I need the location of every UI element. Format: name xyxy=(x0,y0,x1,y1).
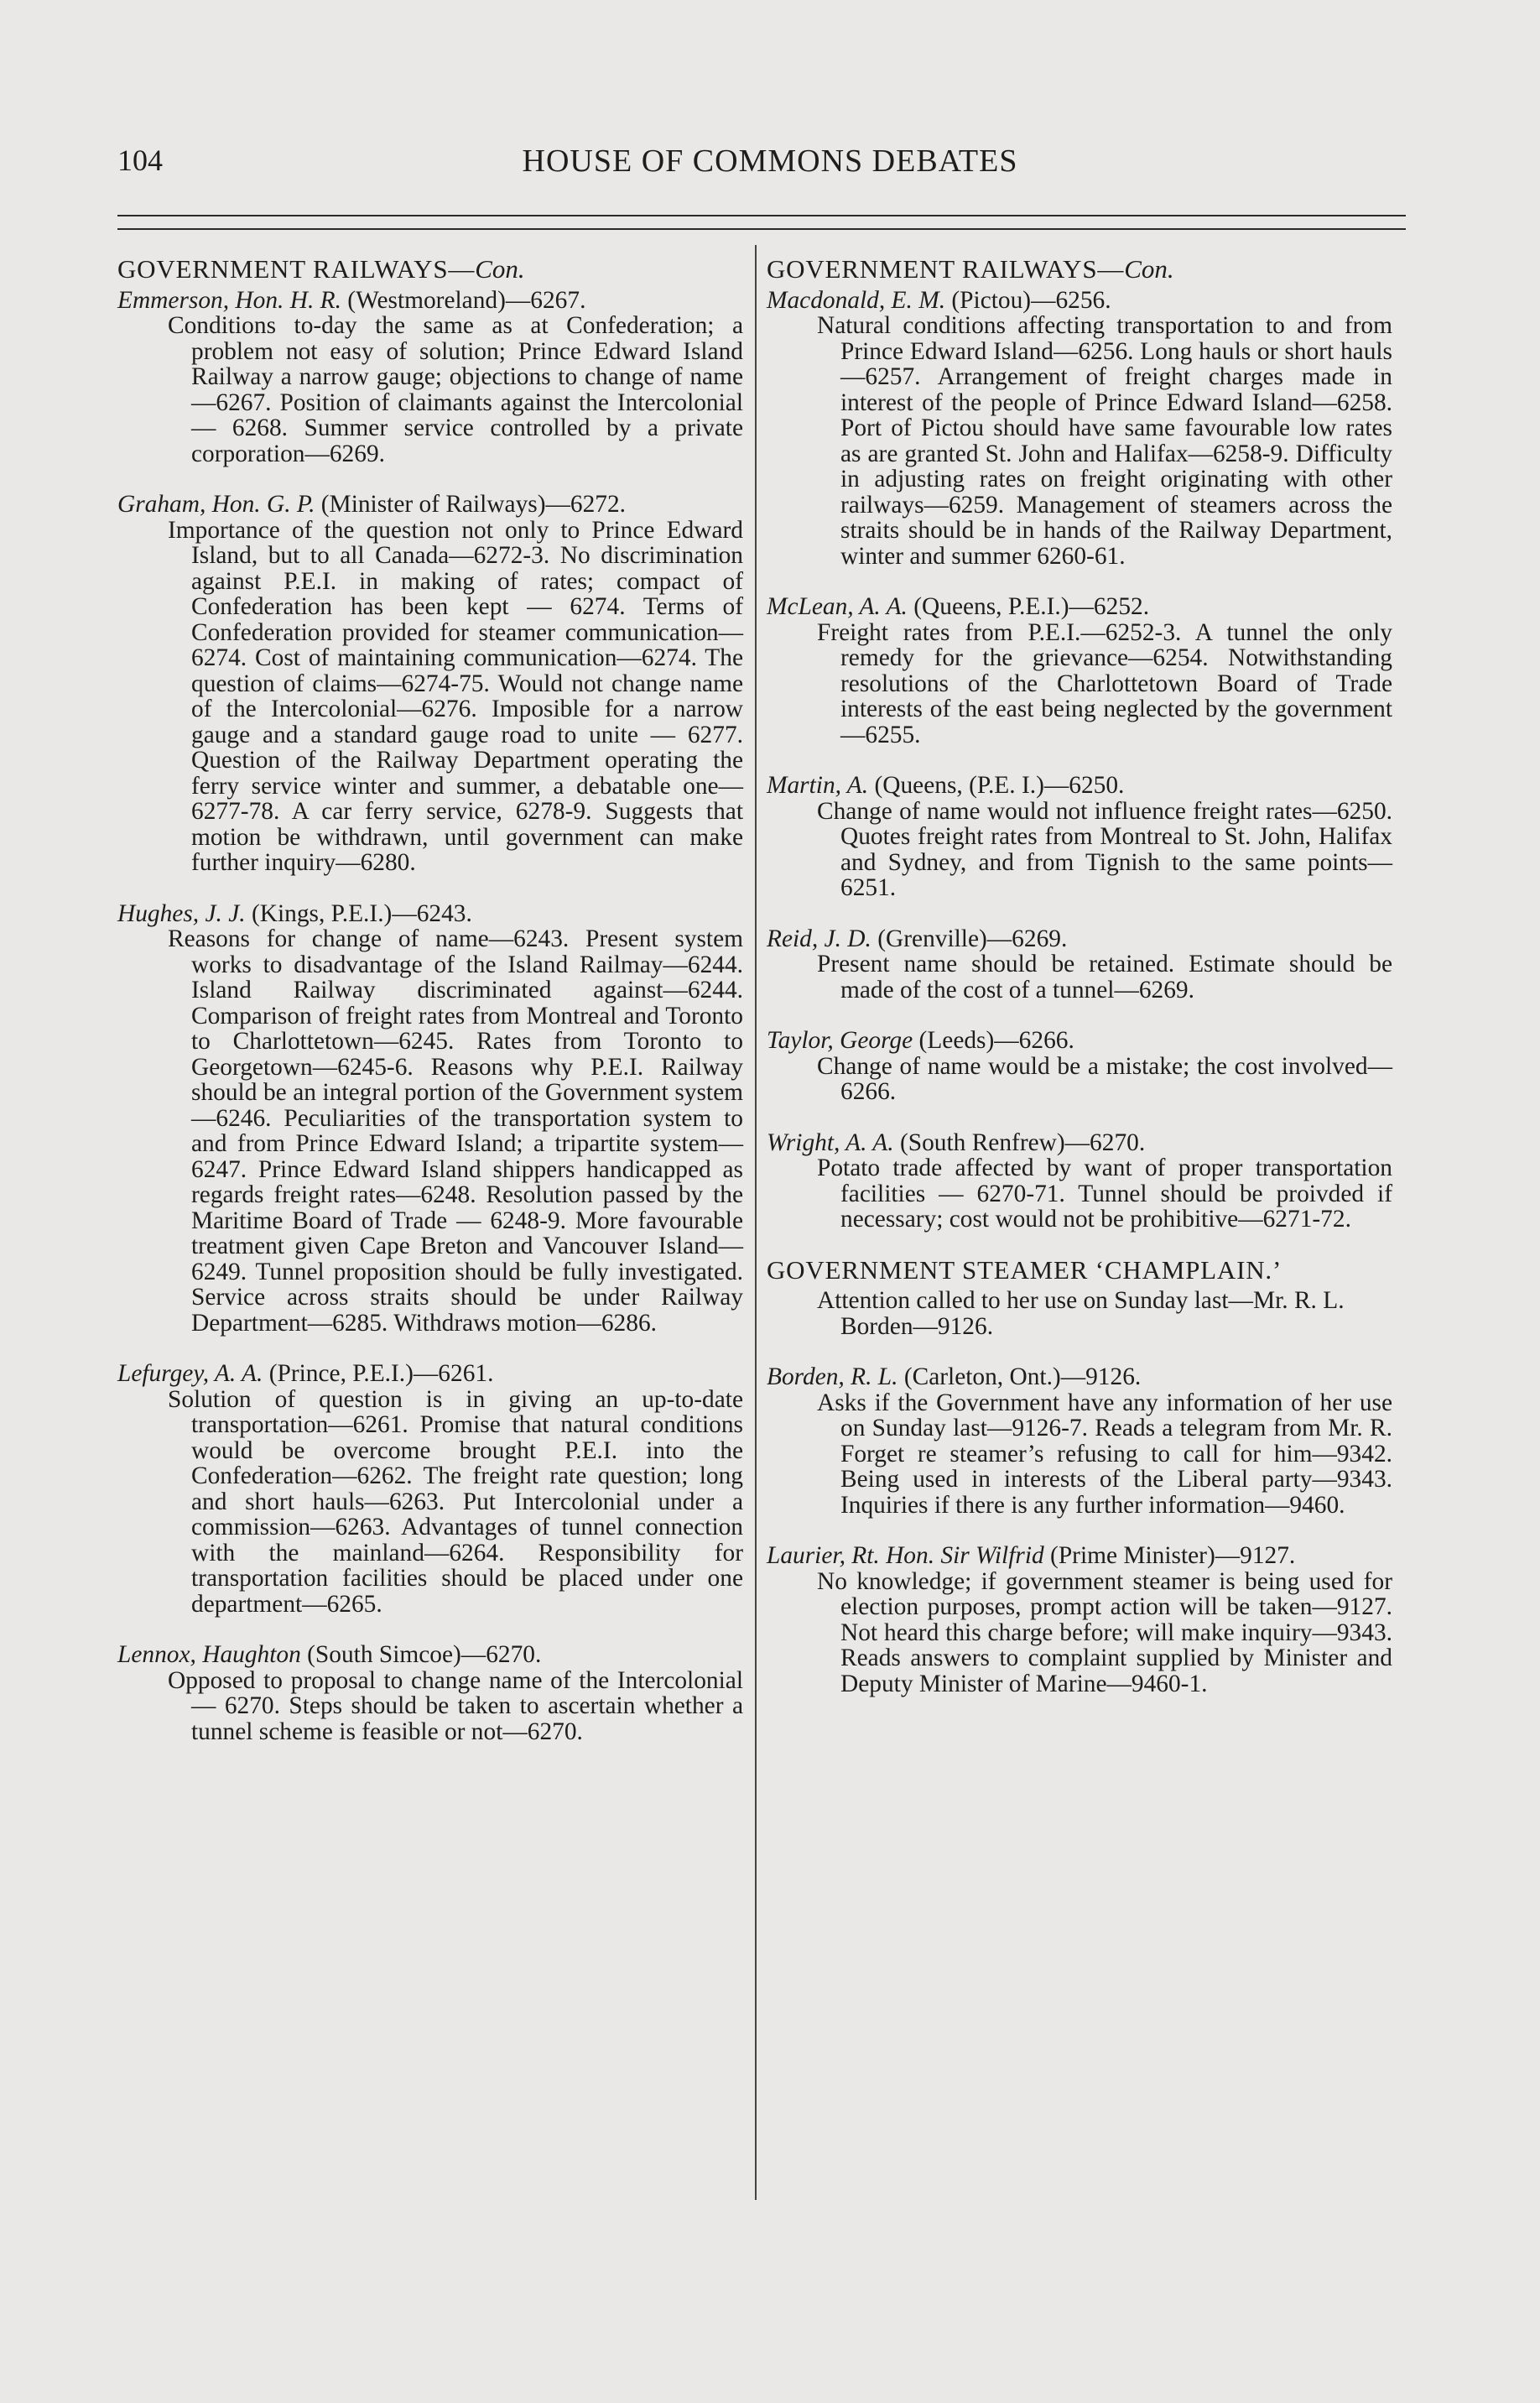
column-divider xyxy=(755,245,757,2200)
index-entry xyxy=(117,1642,743,1744)
index-entry xyxy=(767,594,1392,748)
entry-summary: Natural conditions affecting transportation to and from Prince Edward Island—6256. Long hauls or short hauls—6257. Arrangement of freight charges made in interest of the people of Prince Edward Island—6258. Port of Pictou should have same favourable low rates as are granted St. John and Halifax—6258-9. Difficulty in adjusting rates on freight originating with other railways—6259. Management of steamers across the straits should be in hands of the Railway Department, winter and summer 6260-61. xyxy=(817,312,1392,570)
header-rule-top xyxy=(117,215,1406,216)
speaker-detail: (Minister of Railways)—6272. xyxy=(315,491,627,518)
speaker-line xyxy=(767,1543,1392,1569)
index-entry xyxy=(767,1543,1392,1697)
running-title: HOUSE OF COMMONS DEBATES xyxy=(522,143,1018,179)
header-rule-bottom xyxy=(117,228,1406,230)
steamer-section-heading: GOVERNMENT STEAMER ‘CHAMPLAIN.’ xyxy=(767,1254,1282,1285)
heading-main: GOVERNMENT RAILWAYS— xyxy=(117,254,476,284)
speaker-name: Macdonald, E. M. xyxy=(767,286,946,314)
speaker-name: Borden, R. L. xyxy=(767,1363,898,1390)
speaker-detail: (Queens, P.E.I.)—6252. xyxy=(907,593,1150,620)
entry-summary: Solution of question is in giving an up-to-date transportation—6261. Promise that natural conditions would be overcome brought P.E.I. into the Confederation—6262. The freight rate question; long and short hauls—6263. Put Intercolonial under a commission—6263. Advantages of tunnel connection with the mainland—6264. Responsibility for transportation facilities should be placed under one department—6265. xyxy=(168,1385,743,1618)
index-entry xyxy=(117,901,743,1337)
index-entry xyxy=(767,1364,1392,1518)
speaker-name: Lennox, Haughton xyxy=(117,1641,301,1668)
speaker-detail: (Westmoreland)—6267. xyxy=(341,286,586,314)
speaker-line xyxy=(117,1642,743,1668)
entry-summary: Present name should be retained. Estimate should be made of the cost of a tunnel—6269. xyxy=(817,951,1392,1003)
speaker-name: Emmerson, Hon. H. R. xyxy=(117,286,341,314)
entry-summary: Opposed to proposal to change name of the Intercolonial — 6270. Steps should be taken to ascertain whether a tunnel scheme is feasible or not—6270. xyxy=(168,1666,743,1745)
steamer-intro: Attention called to her use on Sunday last—Mr. R. L. Borden—9126. xyxy=(817,1287,1345,1340)
entry-summary: Importance of the question not only to Prince Edward Island, but to all Canada—6272-3. No discrimination against P.E.I. in making of rates; compact of Confederation has been kept — 6274. Terms of Confederation provided for steamer communication—6274. Cost of maintaining communication—6274. The question of claims—6274-75. Would not change name of the Intercolonial—6276. Imposible for a narrow gauge and a standard gauge road to unite — 6277. Question of the Railway Department operating the ferry service winter and summer, a debatable one—6277-78. A car ferry service, 6278-9. Suggests that motion be withdrawn, until government can make further inquiry—6280. xyxy=(168,516,743,876)
page-number: 104 xyxy=(117,143,163,177)
index-entry xyxy=(767,1028,1392,1105)
left-column xyxy=(117,254,743,1770)
index-entry xyxy=(767,773,1392,901)
index-entry xyxy=(767,926,1392,1003)
heading-continued: Con. xyxy=(1124,254,1174,284)
speaker-line xyxy=(767,773,1392,799)
speaker-name: Laurier, Rt. Hon. Sir Wilfrid xyxy=(767,1542,1044,1569)
speaker-detail: (Carleton, Ont.)—9126. xyxy=(897,1363,1142,1390)
speaker-name: Hughes, J. J. xyxy=(117,899,246,927)
speaker-name: Graham, Hon. G. P. xyxy=(117,491,315,518)
entry-summary: Reasons for change of name—6243. Present system works to disadvantage of the Island Railmay—6244. Island Railway discriminated against—6244. Comparison of freight rates from Montreal and Toronto to Charlottetown—6245. Rates from Toronto to Georgetown—6245-6. Reasons why P.E.I. Railway should be an integral portion of the Government system—6246. Peculiarities of the transportation system to and from Prince Edward Island; a tripartite system—6247. Prince Edward Island shippers handicapped as regards freight rates—6248. Resolution passed by the Maritime Board of Trade — 6248-9. More favourable treatment given Cape Breton and Vancouver Island—6249. Tunnel proposition should be fully investigated. Service across straits should be under Railway Department—6285. Withdraws motion—6286. xyxy=(168,925,743,1337)
entry-summary: Asks if the Government have any information of her use on Sunday last—9126-7. Reads a telegram from Mr. R. Forget re steamer’s refusing to call for him—9342. Being used in interests of the Liberal party—9343. Inquiries if there is any further information—9460. xyxy=(817,1389,1392,1519)
speaker-name: Taylor, George xyxy=(767,1027,913,1054)
entry-summary: Freight rates from P.E.I.—6252-3. A tunnel the only remedy for the grievance—6254. Notwithstanding resolutions of the Charlottetown Board of Trade interests of the east being neglected by the government—6255. xyxy=(817,618,1392,748)
speaker-line xyxy=(117,1361,743,1387)
entry-summary: Change of name would not influence freight rates—6250. Quotes freight rates from Montreal to St. John, Halifax and Sydney, and from Tignish to the same points—6251. xyxy=(817,797,1392,901)
index-entry xyxy=(117,288,743,467)
index-entry xyxy=(767,1130,1392,1233)
speaker-line xyxy=(117,492,743,518)
speaker-detail: (Grenville)—6269. xyxy=(871,925,1068,952)
steamer-intro-entry xyxy=(767,1288,1392,1339)
index-entry xyxy=(767,288,1392,570)
left-column-heading xyxy=(117,254,743,284)
speaker-detail: (Prime Minister)—9127. xyxy=(1043,1542,1296,1569)
speaker-line xyxy=(117,901,743,927)
speaker-line xyxy=(767,926,1392,952)
speaker-name: Wright, A. A. xyxy=(767,1129,894,1156)
index-entry xyxy=(117,492,743,876)
speaker-name: Martin, A. xyxy=(767,772,869,799)
entry-summary: Potato trade affected by want of proper transportation facilities — 6270-71. Tunnel should be proivded if necessary; cost would not be prohibitive—6271-72. xyxy=(817,1155,1392,1233)
right-column-heading xyxy=(767,254,1392,284)
speaker-detail: (Pictou)—6256. xyxy=(945,286,1111,314)
speaker-detail: (Leeds)—6266. xyxy=(913,1027,1074,1054)
entry-summary: Conditions to-day the same as at Confederation; a problem not easy of solution; Prince Edward Island Railway a narrow gauge; objections to change of name—6267. Position of claimants against the Intercolonial — 6268. Summer service controlled by a private corporation—6269. xyxy=(168,312,743,467)
speaker-line xyxy=(767,1364,1392,1390)
speaker-line xyxy=(767,1130,1392,1156)
speaker-line xyxy=(767,1028,1392,1054)
speaker-detail: (Queens, (P.E. I.)—6250. xyxy=(868,772,1125,799)
entry-summary: Change of name would be a mistake; the cost involved—6266. xyxy=(817,1052,1392,1105)
speaker-line xyxy=(767,594,1392,620)
heading-continued: Con. xyxy=(475,254,525,284)
speaker-name: Reid, J. D. xyxy=(767,925,871,952)
speaker-line xyxy=(117,288,743,314)
speaker-line xyxy=(767,288,1392,314)
speaker-detail: (South Renfrew)—6270. xyxy=(893,1129,1146,1156)
heading-main: GOVERNMENT RAILWAYS— xyxy=(767,254,1125,284)
speaker-name: Lefurgey, A. A. xyxy=(117,1360,263,1387)
speaker-detail: (Kings, P.E.I.)—6243. xyxy=(245,899,472,927)
right-column xyxy=(767,254,1392,1722)
speaker-detail: (South Simcoe)—6270. xyxy=(300,1641,542,1668)
entry-summary: No knowledge; if government steamer is being used for election purposes, prompt action will be taken—9127. Not heard this charge before; will make inquiry—9343. Reads answers to complaint supplied by Minister and Deputy Minister of Marine—9460-1. xyxy=(817,1567,1392,1697)
index-entry xyxy=(117,1361,743,1617)
speaker-detail: (Prince, P.E.I.)—6261. xyxy=(263,1360,494,1387)
speaker-name: McLean, A. A. xyxy=(767,593,908,620)
